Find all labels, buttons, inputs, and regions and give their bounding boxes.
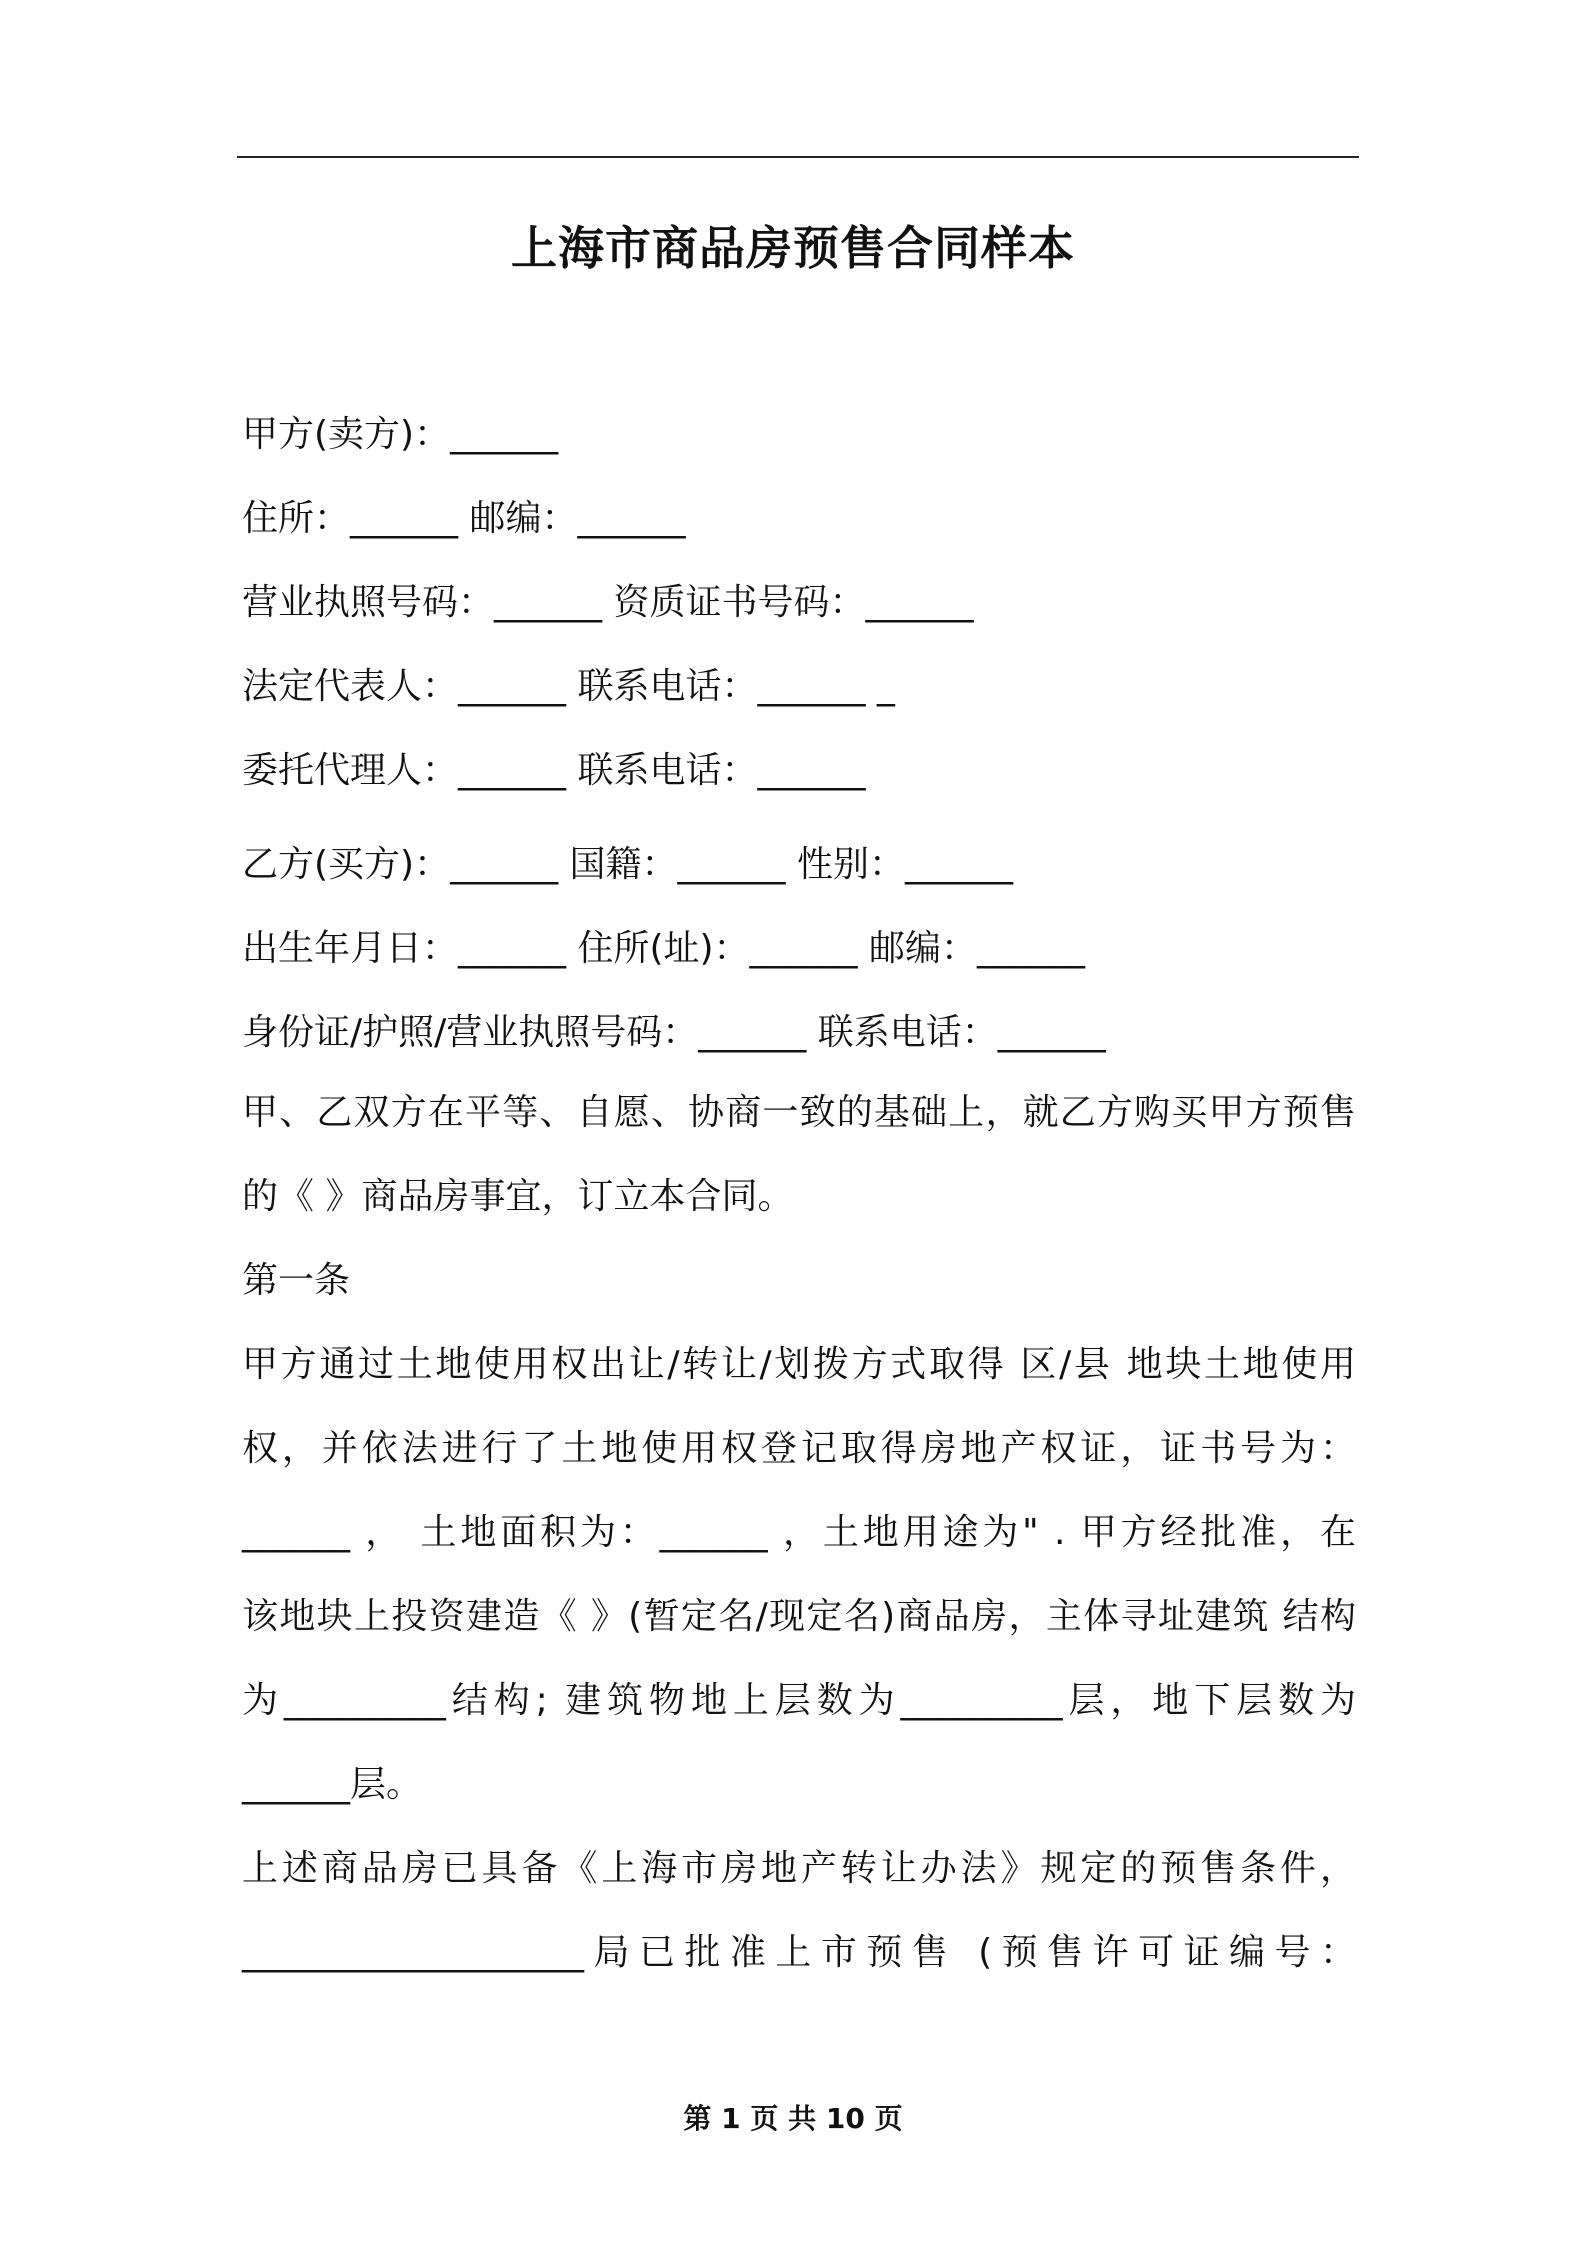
article-1-line-3: ______ ， 土地面积为：______ ，土地用途为" . 甲方经批准，在 (242, 1512, 1356, 1553)
buyer-line: 乙方(买方)：______ 国籍：______ 性别：______ (242, 844, 1013, 885)
seller-legal-rep-line: 法定代表人：______ 联系电话：______ _ (242, 666, 895, 707)
article-1-line-1: 甲方通过土地使用权出让/转让/划拨方式取得 区/县 地块土地使用 (242, 1344, 1356, 1385)
header-rule (237, 156, 1359, 158)
seller-line: 甲方(卖方)：______ (242, 414, 559, 455)
article-1-line-5: 为_________结构; 建筑物地上层数为_________层，地下层数为 (242, 1680, 1356, 1721)
article-1-line-2: 权，并依法进行了土地使用权登记取得房地产权证，证书号为： (242, 1428, 1356, 1469)
buyer-birth-line: 出生年月日：______ 住所(址)：______ 邮编：______ (242, 928, 1085, 969)
preamble-line-2: 的《 》商品房事宜，订立本合同。 (242, 1176, 794, 1217)
page-number-footer: 第 1 页 共 10 页 (683, 2102, 903, 2135)
buyer-id-line: 身份证/护照/营业执照号码：______ 联系电话：______ (242, 1012, 1106, 1053)
article-1-line-4: 该地块上投资建造《 》(暂定名/现定名)商品房，主体寻址建筑 结构 (242, 1596, 1356, 1637)
seller-address-line: 住所：______ 邮编：______ (242, 498, 686, 539)
seller-license-line: 营业执照号码：______ 资质证书号码：______ (242, 582, 974, 623)
presale-line-2: ___________________局已批准上市预售 (预售许可证编号： (242, 1932, 1356, 1973)
article-1-line-6: ______层。 (242, 1764, 423, 1805)
preamble-line-1: 甲、乙双方在平等、自愿、协商一致的基础上，就乙方购买甲方预售 (242, 1092, 1356, 1133)
article-heading: 第一条 (242, 1260, 351, 1301)
presale-line-1: 上述商品房已具备《上海市房地产转让办法》规定的预售条件， (242, 1848, 1356, 1889)
seller-agent-line: 委托代理人：______ 联系电话：______ (242, 750, 866, 791)
document-title: 上海市商品房预售合同样本 (511, 221, 1075, 275)
